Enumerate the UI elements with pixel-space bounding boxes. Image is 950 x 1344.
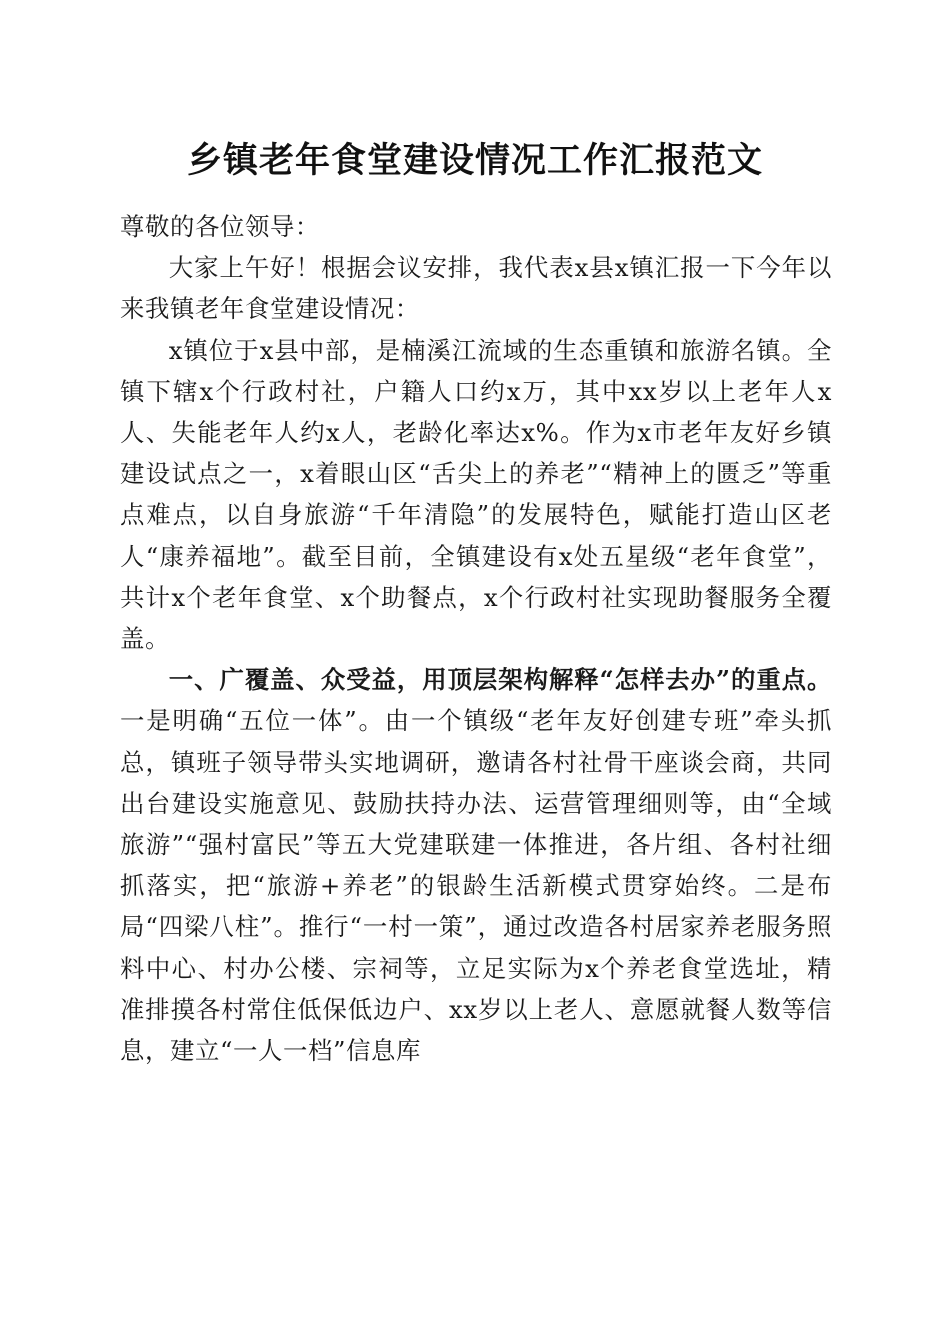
document-title: 乡镇老年食堂建设情况工作汇报范文	[186, 140, 763, 181]
paragraph-section-one	[120, 659, 832, 1071]
paragraph-greeting: 大家上午好！根据会议安排，我代表x县x镇汇报一下今年以来我镇老年食堂建设情况：	[120, 253, 832, 324]
section-one-heading: 一、广覆盖、众受益，用顶层架构解释“怎样去办”的重点。	[168, 665, 832, 695]
section-one-text: 一是明确“五位一体”。由一个镇级“老年友好创建专班”牵头抓总，镇班子领导带头实地调研，邀请各村社骨干座谈会商，共同出台建设实施意见、鼓励扶持办法、运营管理细则等，由“全域旅游”“强村富民”等五大党建联建一体推进，各片组、各村社细抓落实，把“旅游+养老”的银龄生活新模式贯穿始终。二是布局“四梁八柱”。推行“一村一策”，通过改造各村居家养老服务照料中心、村办公楼、宗祠等，立足实际为x个养老食堂选址，精准排摸各村常住低保低边户、xx岁以上老人、意愿就餐人数等信息，建立“一人一档”信息库	[120, 706, 832, 1066]
salutation: 尊敬的各位领导：	[120, 212, 320, 241]
document-body	[120, 206, 832, 1071]
paragraph-overview: x镇位于x县中部，是楠溪江流域的生态重镇和旅游名镇。全镇下辖x个行政村社，户籍人口约x万，其中xx岁以上老年人x人、失能老年人约x人，老龄化率达x%。作为x市老年友好乡镇建设试点之一，x着眼山区“舌尖上的养老”“精神上的匮乏”等重点难点，以自身旅游“千年清隐”的发展特色，赋能打造山区老人“康养福地”。截至目前，全镇建设有x处五星级“老年食堂”，共计x个老年食堂、x个助餐点，x个行政村社实现助餐服务全覆盖。	[120, 335, 832, 654]
